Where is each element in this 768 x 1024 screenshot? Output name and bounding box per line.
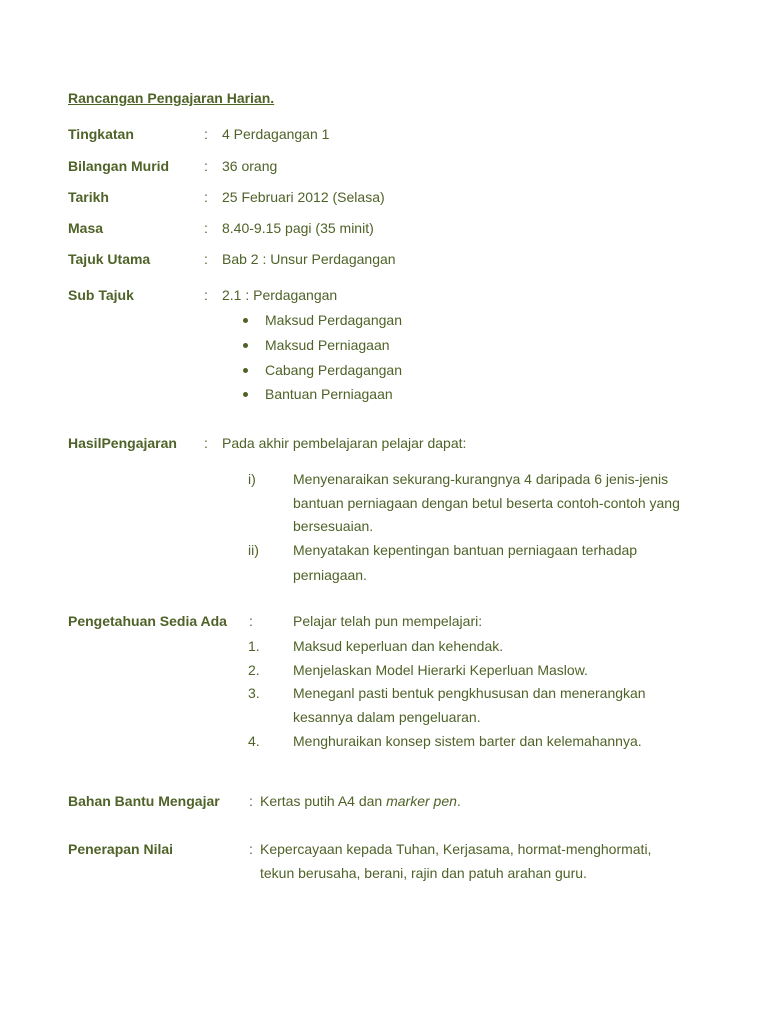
nilai-label: Penerapan Nilai	[68, 841, 174, 857]
bullet-icon	[243, 368, 248, 373]
row-sep: :	[204, 220, 208, 236]
bullet-icon	[243, 392, 248, 397]
hasil-sep: :	[204, 435, 208, 451]
row-sep: :	[204, 251, 208, 267]
row-label-masa: Masa	[68, 220, 104, 236]
bullet-item: Bantuan Perniagaan	[265, 386, 393, 402]
pengetahuan-label: Pengetahuan Sedia Ada	[68, 613, 227, 629]
bahan-text-italic: marker pen	[386, 793, 457, 809]
row-value-tingkatan: 4 Perdagangan 1	[222, 126, 330, 142]
row-label-tingkatan: Tingkatan	[68, 126, 134, 142]
row-value-masa: 8.40-9.15 pagi (35 minit)	[222, 220, 374, 236]
pengetahuan-item-line: Maksud keperluan dan kehendak.	[293, 638, 504, 654]
pengetahuan-item-line: Menghuraikan konsep sistem barter dan kelemahannya.	[293, 733, 642, 749]
bullet-item: Maksud Perniagaan	[265, 337, 390, 353]
pengetahuan-intro: Pelajar telah pun mempelajari:	[293, 613, 483, 629]
row-value-bilangan-murid: 36 orang	[222, 158, 278, 174]
pengetahuan-item-line: Meneganl pasti bentuk pengkhususan dan menerangkan	[293, 685, 646, 701]
row-label-tajuk-utama: Tajuk Utama	[68, 251, 151, 267]
bahan-sep: :	[249, 793, 253, 809]
document-title: Rancangan Pengajaran Harian.	[68, 90, 275, 106]
row-sep: :	[204, 158, 208, 174]
row-value-sub-tajuk: 2.1 : Perdagangan	[222, 287, 338, 303]
hasil-item-line: perniagaan.	[293, 567, 367, 583]
row-label-tarikh: Tarikh	[68, 189, 109, 205]
row-value-tajuk-utama: Bab 2 : Unsur Perdagangan	[222, 251, 396, 267]
row-value-tarikh: 25 Februari 2012 (Selasa)	[222, 189, 385, 205]
bahan-text	[260, 792, 461, 810]
nilai-sep: :	[249, 841, 253, 857]
hasil-label: HasilPengajaran	[68, 435, 177, 451]
pengetahuan-item-number: 2.	[248, 662, 260, 678]
hasil-item-number: ii)	[248, 542, 259, 558]
pengetahuan-item-line: Menjelaskan Model Hierarki Keperluan Maslow.	[293, 662, 588, 678]
bullet-icon	[243, 343, 248, 348]
hasil-intro: Pada akhir pembelajaran pelajar dapat:	[222, 435, 467, 451]
bullet-icon	[243, 318, 248, 323]
pengetahuan-item-number: 4.	[248, 733, 260, 749]
bahan-text-end: .	[456, 793, 461, 809]
hasil-item-line: Menyatakan kepentingan bantuan perniagaan terhadap	[293, 542, 638, 558]
row-sep: :	[204, 189, 208, 205]
nilai-line: tekun berusaha, berani, rajin dan patuh arahan guru.	[260, 865, 587, 881]
pengetahuan-item-number: 1.	[248, 638, 260, 654]
row-sep: :	[204, 287, 208, 303]
hasil-item-line: Menyenaraikan sekurang-kurangnya 4 daripada 6 jenis-jenis	[293, 471, 669, 487]
hasil-item-line: bersesuaian.	[293, 518, 374, 534]
pengetahuan-item-number: 3.	[248, 685, 260, 701]
row-label-sub-tajuk: Sub Tajuk	[68, 287, 134, 303]
pengetahuan-sep: :	[249, 613, 253, 629]
bullet-item: Cabang Perdagangan	[265, 362, 403, 378]
pengetahuan-item-line: kesannya dalam pengeluaran.	[293, 709, 481, 725]
bahan-text-plain: Kertas putih A4 dan	[260, 793, 387, 809]
nilai-line: Kepercayaan kepada Tuhan, Kerjasama, hormat-menghormati,	[260, 841, 652, 857]
hasil-item-number: i)	[248, 471, 256, 487]
bahan-label: Bahan Bantu Mengajar	[68, 793, 220, 809]
row-sep: :	[204, 126, 208, 142]
row-label-bilangan-murid: Bilangan Murid	[68, 158, 170, 174]
bullet-item: Maksud Perdagangan	[265, 312, 402, 328]
hasil-item-line: bantuan perniagaan dengan betul beserta contoh-contoh yang	[293, 495, 680, 511]
